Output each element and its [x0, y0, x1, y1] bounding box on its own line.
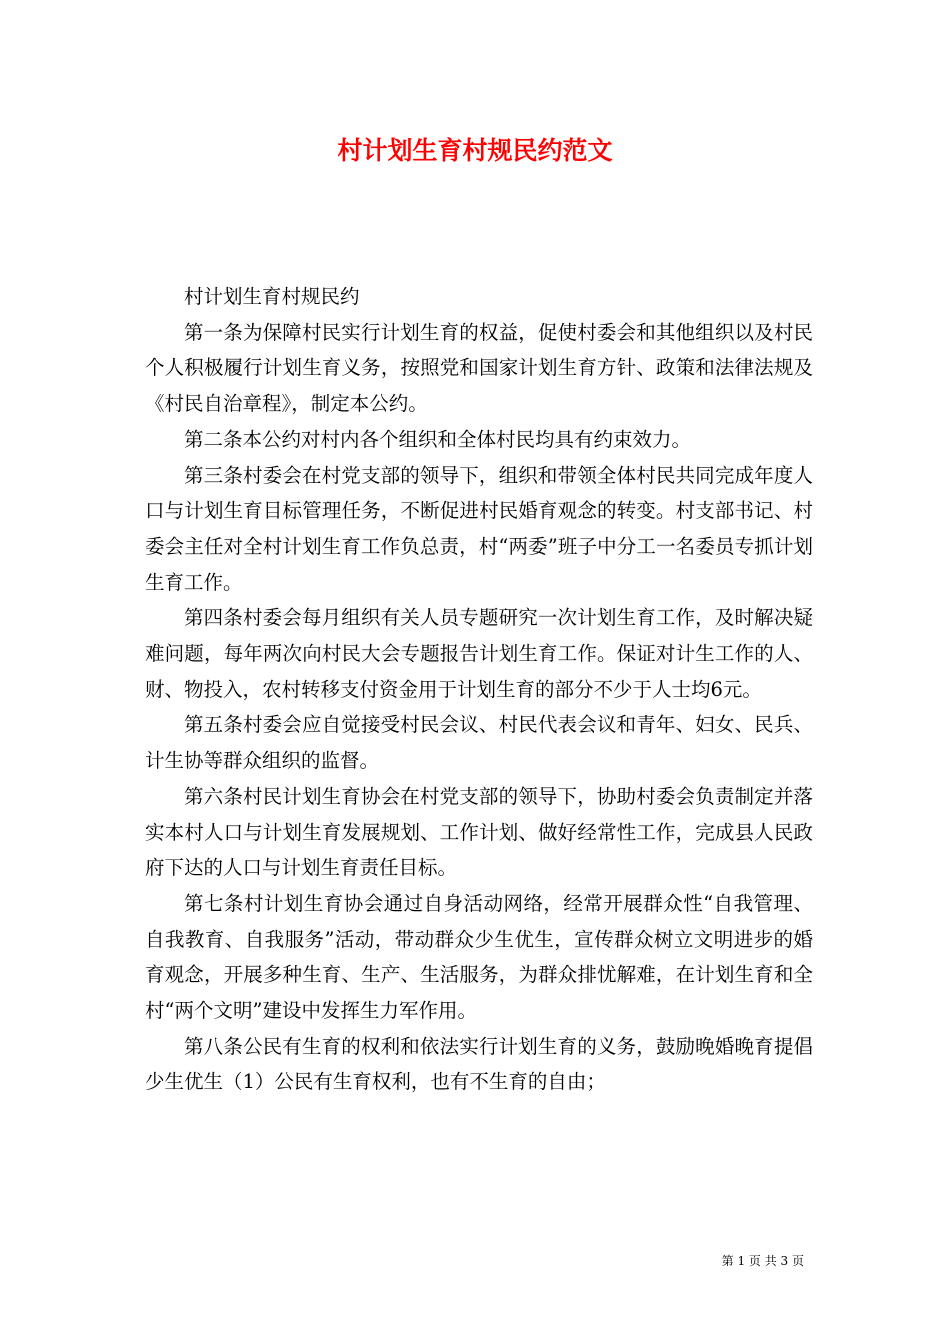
document-body	[145, 279, 813, 1100]
paragraph-article-4: 第四条村委会每月组织有关人员专题研究一次计划生育工作，及时解决疑难问题，每年两次向村民大会专题报告计划生育工作。保证对计生工作的人、财、物投入，农村转移支付资金用于计划生育的部分不少于人士均6元。	[145, 606, 813, 701]
paragraph-heading: 村计划生育村规民约	[184, 285, 360, 308]
document-title: 村计划生育村规民约范文	[337, 136, 613, 165]
paragraph-article-5: 第五条村委会应自觉接受村民会议、村民代表会议和青年、妇女、民兵、计生协等群众组织的监督。	[145, 713, 813, 773]
paragraph-article-8: 第八条公民有生育的权利和依法实行计划生育的义务，鼓励晚婚晚育提倡少生优生（1）公民有生育权利，也有不生育的自由；	[145, 1034, 813, 1094]
paragraph-article-6: 第六条村民计划生育协会在村党支部的领导下，协助村委会负责制定并落实本村人口与计划生育发展规划、工作计划、做好经常性工作，完成县人民政府下达的人口与计划生育责任目标。	[145, 784, 813, 880]
paragraph-article-3: 第三条村委会在村党支部的领导下，组织和带领全体村民共同完成年度人口与计划生育目标管理任务，不断促进村民婚育观念的转变。村支部书记、村委会主任对全村计划生育工作负总责，村“两委”班子中分工一名委员专抓计划生育工作。	[145, 463, 813, 594]
page-number: 第 1 页 共 3 页	[721, 1254, 804, 1268]
paragraph-article-1: 第一条为保障村民实行计划生育的权益，促使村委会和其他组织以及村民个人积极履行计划生育义务，按照党和国家计划生育方针、政策和法律法规及《村民自治章程》，制定本公约。	[145, 320, 813, 416]
paragraph-article-2: 第二条本公约对村内各个组织和全体村民均具有约束效力。	[184, 427, 692, 451]
paragraph-article-7: 第七条村计划生育协会通过自身活动网络，经常开展群众性“自我管理、自我教育、自我服务”活动，带动群众少生优生，宣传群众树立文明进步的婚育观念，开展多种生育、生产、生活服务，为群众排忧解难，在计划生育和全村“两个文明”建设中发挥生力军作用。	[145, 891, 813, 1023]
